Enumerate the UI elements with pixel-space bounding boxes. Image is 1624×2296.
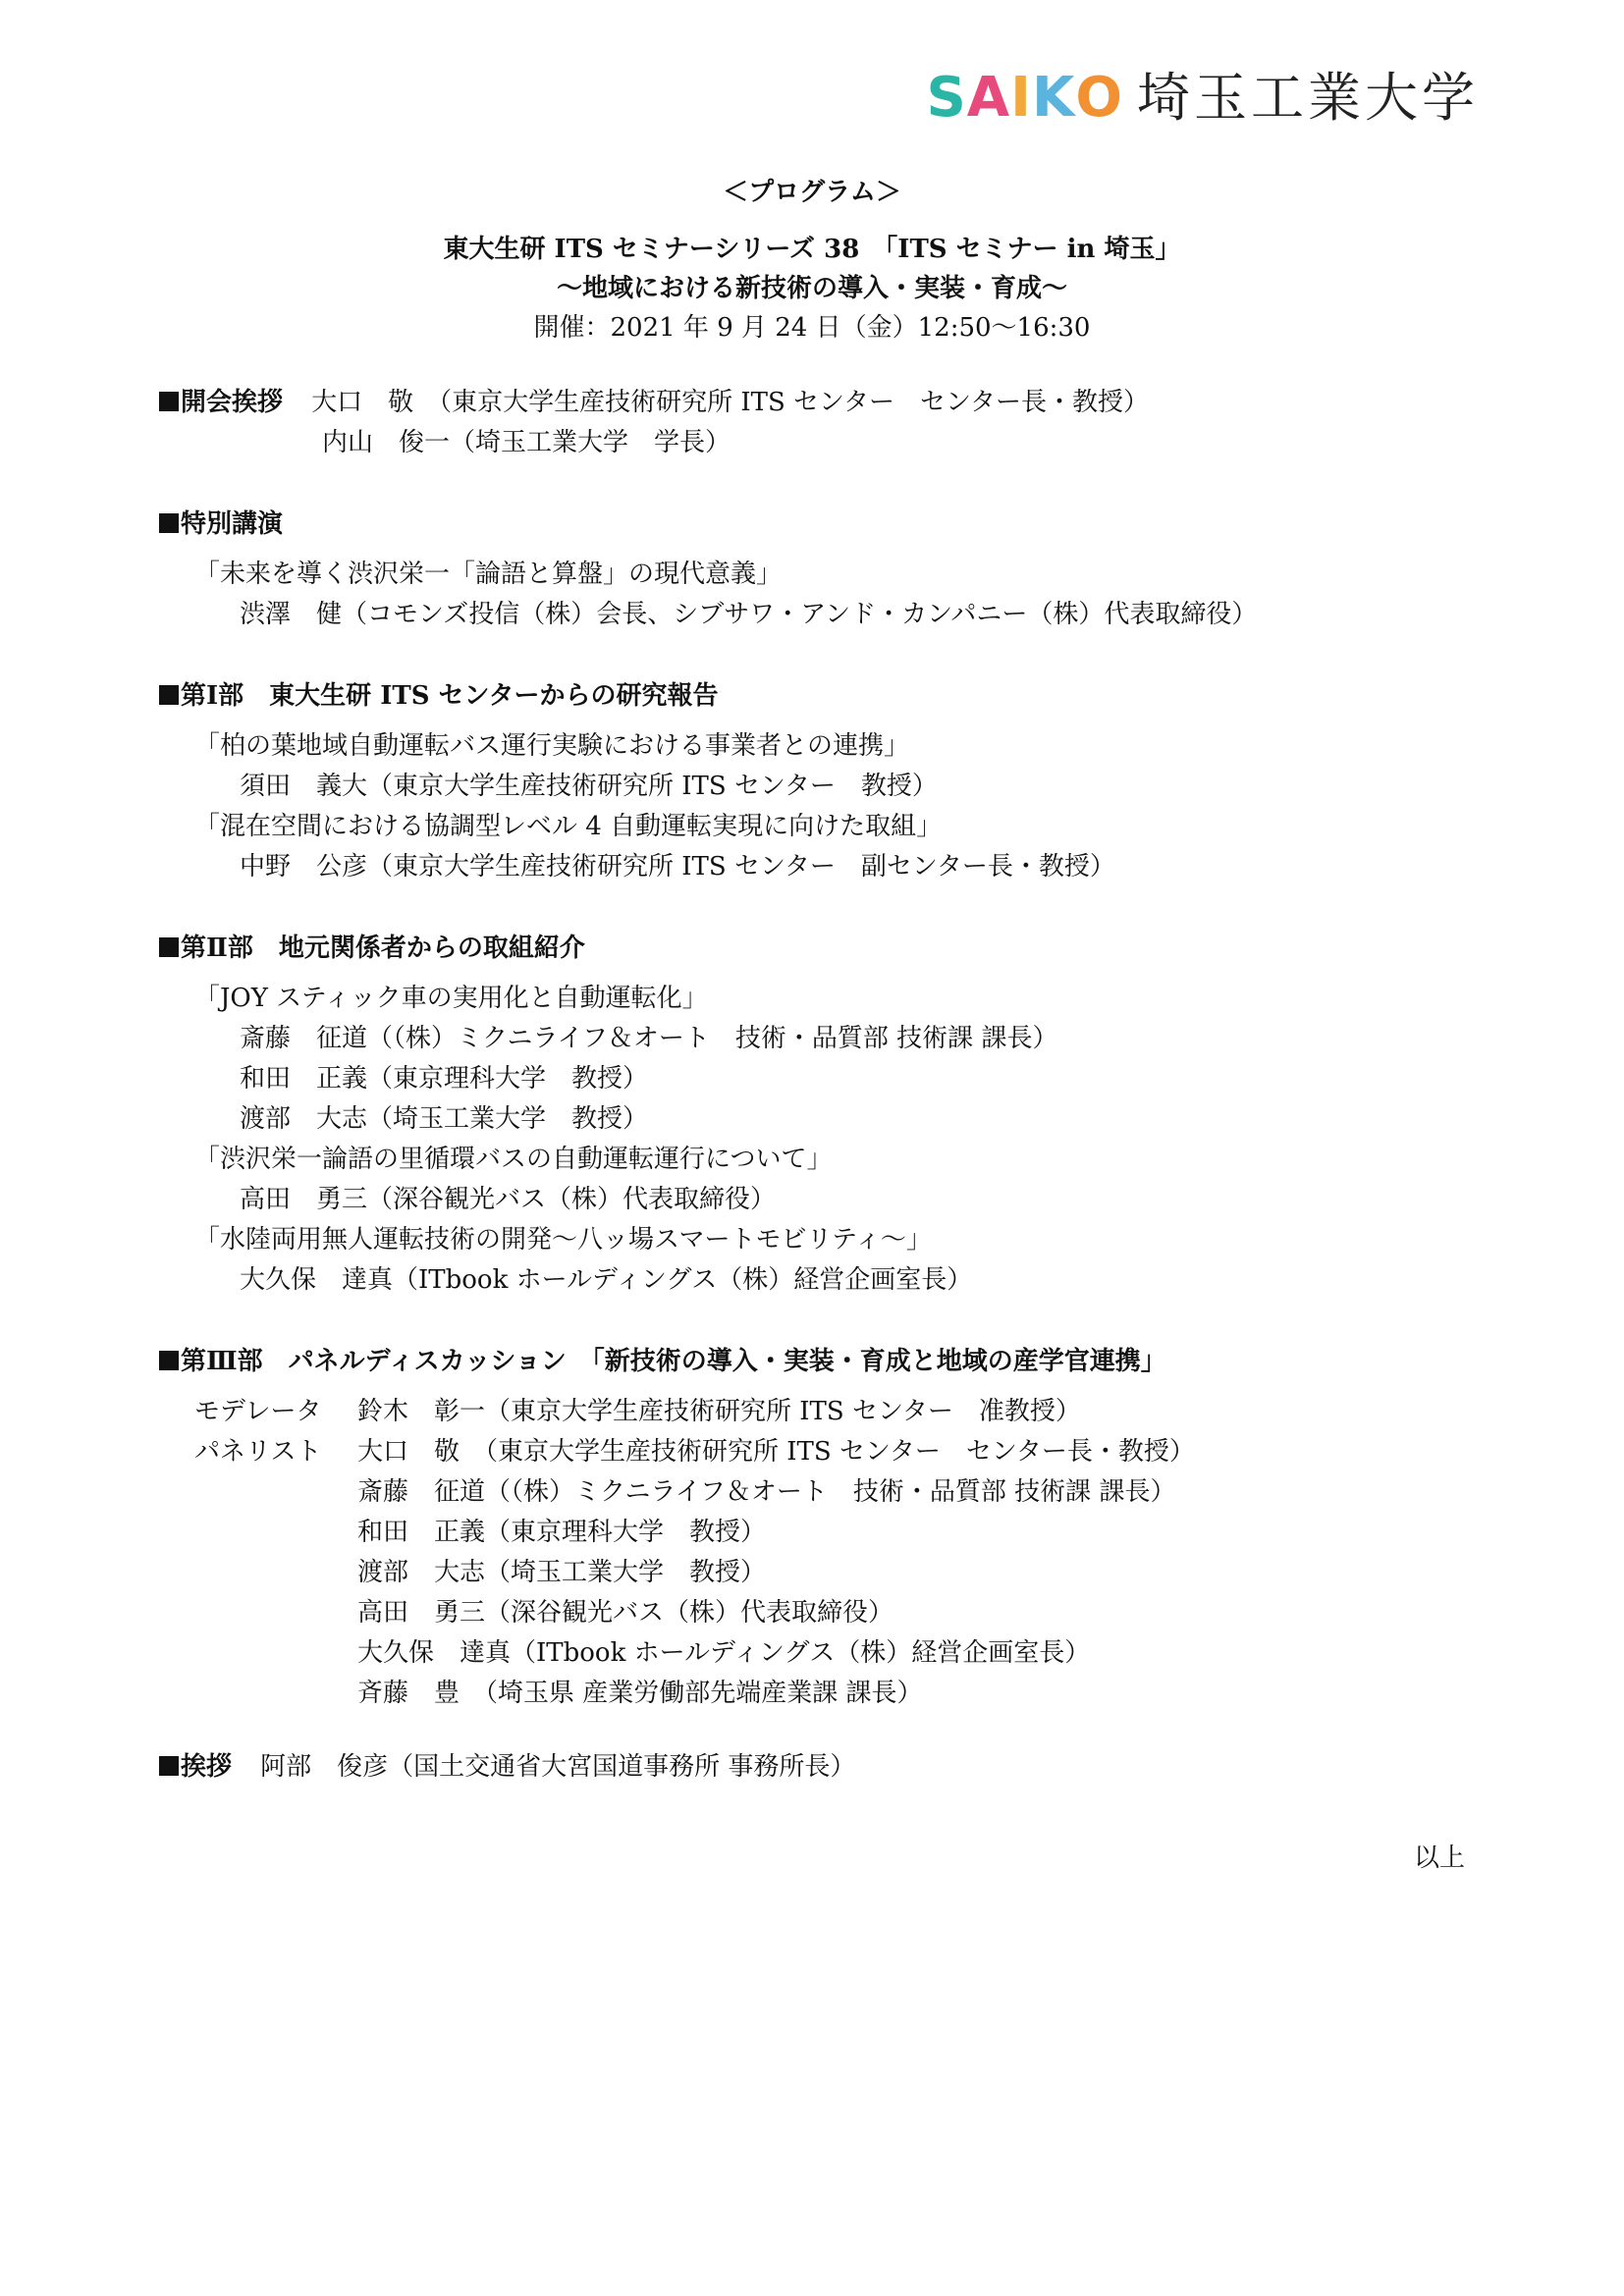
black-square-icon xyxy=(159,937,179,957)
moderator-name: 鈴木 彰一（東京大学生産技術研究所 ITS センター 准教授） xyxy=(357,1397,1081,1426)
panelist-name: 和田 正義（東京理科大学 教授） xyxy=(357,1518,767,1547)
panelist-row xyxy=(159,1513,1494,1553)
program-content xyxy=(159,383,1494,1829)
panelist-name: 斎藤 征道（（株）ミクニライフ＆オート 技術・品質部 技術課 課長） xyxy=(357,1477,1176,1507)
special-heading-row xyxy=(159,505,1494,545)
black-square-icon xyxy=(159,392,179,411)
talk-speaker: 大久保 達真（ITbook ホールディングス（株）経営企画室長） xyxy=(240,1265,973,1295)
opening-heading: 開会挨拶 xyxy=(181,388,284,417)
opening-speaker-1: 大口 敬 （東京大学生産技術研究所 ITS センター センター長・教授） xyxy=(311,388,1149,417)
closing-heading-row xyxy=(159,1747,1494,1788)
part1-section xyxy=(159,676,1494,887)
seminar-subtitle: ～地域における新技術の導入・実装・育成～ xyxy=(556,274,1067,303)
talk-speaker: 和田 正義（東京理科大学 教授） xyxy=(240,1064,649,1094)
black-square-icon xyxy=(159,685,179,705)
talk-title: 「JOY スティック車の実用化と自動運転化」 xyxy=(194,984,708,1013)
part2-heading: 第Ⅱ部 地元関係者からの取組紹介 xyxy=(181,934,585,963)
closing-heading: 挨拶 xyxy=(181,1752,233,1782)
end-mark: 以上 xyxy=(1413,1843,1465,1873)
closing-speaker: 阿部 俊彦（国土交通省大宮国道事務所 事務所長） xyxy=(260,1752,856,1782)
talk-title: 「混在空間における協調型レベル 4 自動運転実現に向けた取組」 xyxy=(194,812,943,841)
panelist-row xyxy=(159,1593,1494,1633)
talk-speaker: 高田 勇三（深谷観光バス（株）代表取締役） xyxy=(240,1185,777,1214)
part3-section xyxy=(159,1342,1494,1714)
special-heading: 特別講演 xyxy=(181,509,284,539)
logo-letter-o: O xyxy=(1075,66,1123,130)
part3-heading-row xyxy=(159,1342,1494,1382)
panelist-row xyxy=(159,1432,1494,1472)
closing-section xyxy=(159,1747,1494,1788)
panelist-name: 渡部 大志（埼玉工業大学 教授） xyxy=(357,1558,767,1587)
part1-heading-row xyxy=(159,676,1494,717)
panelist-row xyxy=(159,1674,1494,1714)
moderator-label: モデレータ xyxy=(194,1397,322,1426)
logo-letter-a: A xyxy=(966,66,1011,130)
special-section xyxy=(159,505,1494,635)
part1-heading: 第Ⅰ部 東大生研 ITS センターからの研究報告 xyxy=(181,681,719,711)
seminar-date: 開催：2021 年 9 月 24 日（金）12:50～16:30 xyxy=(533,313,1091,343)
special-speaker: 渋澤 健（コモンズ投信（株）会長、シブサワ・アンド・カンパニー（株）代表取締役） xyxy=(240,600,1258,629)
logo-letter-k: K xyxy=(1031,66,1076,130)
talk-speaker: 渡部 大志（埼玉工業大学 教授） xyxy=(240,1104,649,1134)
panelist-name: 高田 勇三（深谷観光バス（株）代表取締役） xyxy=(357,1598,894,1628)
panelist-row xyxy=(159,1633,1494,1674)
talk-speaker: 中野 公彦（東京大学生産技術研究所 ITS センター 副センター長・教授） xyxy=(240,852,1115,881)
opening-heading-row xyxy=(159,383,1494,423)
logo-letter-s: S xyxy=(926,66,967,130)
panelist-row xyxy=(159,1472,1494,1513)
saiko-logo-mark xyxy=(926,66,1123,130)
university-logo xyxy=(926,66,1479,130)
panelist-name: 斉藤 豊 （埼玉県 産業労働部先端産業課 課長） xyxy=(357,1679,923,1708)
moderator-row xyxy=(159,1392,1494,1432)
part2-heading-row xyxy=(159,929,1494,969)
university-name: 埼玉工業大学 xyxy=(1137,67,1479,129)
talk-title: 「渋沢栄一論語の里循環バスの自動運転運行について」 xyxy=(194,1145,833,1174)
program-label: ＜プログラム＞ xyxy=(723,178,901,207)
talk-speaker: 須田 義大（東京大学生産技術研究所 ITS センター 教授） xyxy=(240,772,938,801)
talk-title: 「柏の葉地域自動運転バス運行実験における事業者との連携」 xyxy=(194,731,910,761)
panelist-row xyxy=(159,1553,1494,1593)
panelist-name: 大久保 達真（ITbook ホールディングス（株）経営企画室長） xyxy=(357,1638,1091,1668)
logo-letter-i: I xyxy=(1010,66,1032,130)
black-square-icon xyxy=(159,1351,179,1370)
part2-section xyxy=(159,929,1494,1301)
black-square-icon xyxy=(159,1756,179,1776)
panelist-label: パネリスト xyxy=(194,1437,322,1467)
talk-speaker: 斎藤 征道（（株）ミクニライフ＆オート 技術・品質部 技術課 課長） xyxy=(240,1024,1058,1053)
panelist-name: 大口 敬 （東京大学生産技術研究所 ITS センター センター長・教授） xyxy=(357,1437,1195,1467)
document-header xyxy=(0,173,1624,347)
seminar-title: 東大生研 ITS セミナーシリーズ 38 「ITS セミナー in 埼玉」 xyxy=(443,235,1181,264)
special-talk-title: 「未来を導く渋沢栄一「論語と算盤」の現代意義」 xyxy=(194,560,783,589)
opening-section xyxy=(159,383,1494,463)
talk-title: 「水陸両用無人運転技術の開発～八ッ場スマートモビリティ～」 xyxy=(194,1225,932,1255)
part3-heading: 第Ⅲ部 パネルディスカッション 「新技術の導入・実装・育成と地域の産学官連携」 xyxy=(181,1347,1166,1376)
opening-speaker-2: 内山 俊一（埼玉工業大学 学長） xyxy=(322,428,731,457)
black-square-icon xyxy=(159,513,179,533)
